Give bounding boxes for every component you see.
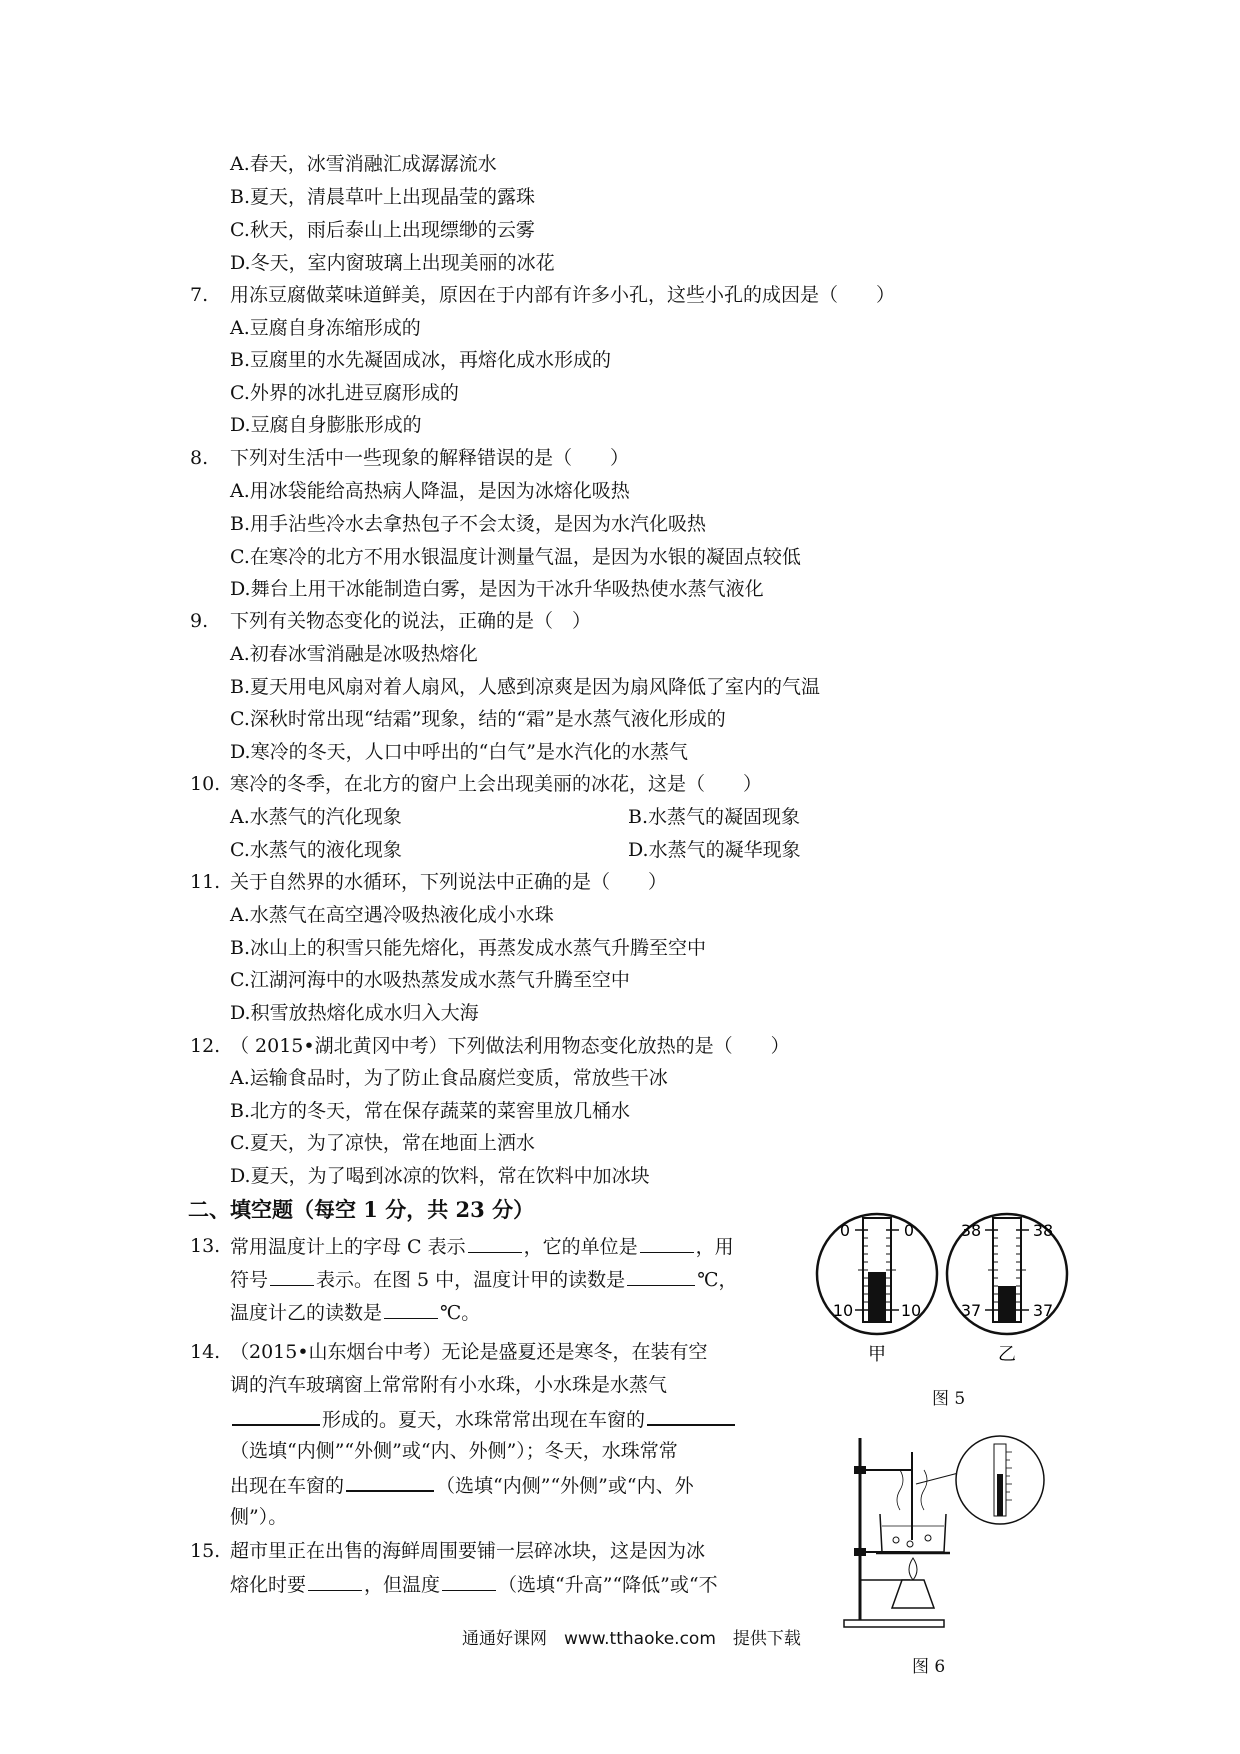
q11-option-a: A.水蒸气在高空遇冷吸热液化成小水珠: [230, 904, 554, 926]
q11-number: 11.: [190, 871, 221, 893]
q13-text: ，它的单位是: [523, 1236, 638, 1258]
figure-6-caption: 图 6: [912, 1657, 946, 1677]
q12-option-a: A.运输食品时，为了防止食品腐烂变质，常放些干冰: [230, 1067, 668, 1089]
figure-5-thermometers: [815, 1210, 1075, 1370]
thermometer-yi-top-label-right: 38: [1032, 1221, 1054, 1240]
q14-line-6: 侧”）。: [230, 1506, 288, 1528]
q14-line-1: （2015•山东烟台中考）无论是盛夏还是寒冬，在装有空: [230, 1341, 708, 1363]
q13-text: 温度计乙的读数是: [230, 1302, 383, 1324]
q14-line-4: （选填“内侧”“外侧”或“内、外侧”）；冬天，水珠常常: [230, 1440, 678, 1462]
q7-option-d: D.豆腐自身膨胀形成的: [230, 414, 422, 436]
q15-line-1: 超市里正在出售的海鲜周围要铺一层碎冰块，这是因为冰: [230, 1540, 706, 1562]
q15-text: ，但温度: [364, 1574, 441, 1596]
q15-number: 15.: [190, 1540, 221, 1562]
q6-option-a: A.春天，冰雪消融汇成潺潺流水: [230, 153, 497, 175]
q14-line-2: 调的汽车玻璃窗上常常附有小水珠，小水珠是水蒸气: [230, 1374, 668, 1396]
q8-option-d: D.舞台上用干冰能制造白雾，是因为干冰升华吸热使水蒸气液化: [230, 578, 764, 600]
q13-line-3: [230, 1298, 480, 1327]
q14-text: 形成的。夏天，水珠常常出现在车窗的: [322, 1409, 646, 1431]
q14-line-5: [230, 1470, 694, 1500]
q9-stem: 下列有关物态变化的说法，正确的是（ ）: [230, 610, 592, 632]
thermometer-jia: [817, 1214, 937, 1365]
q12-stem: （ 2015•湖北黄冈中考）下列做法利用物态变化放热的是（ ）: [230, 1035, 790, 1057]
q8-option-c: C.在寒冷的北方不用水银温度计测量气温，是因为水银的凝固点较低: [230, 546, 801, 568]
section-heading-fill-in: 二、填空题（每空 1 分，共 23 分）: [188, 1197, 535, 1222]
q14-number: 14.: [190, 1341, 221, 1363]
q10-option-d: D.水蒸气的凝华现象: [628, 839, 801, 861]
q15-text: 熔化时要: [230, 1574, 307, 1596]
q13-text: ℃，: [697, 1269, 738, 1291]
q13-text: 常用温度计上的字母 C 表示: [230, 1236, 466, 1258]
q9-option-c: C.深秋时常出现“结霜”现象，结的“霜”是水蒸气液化形成的: [230, 708, 726, 730]
thermometer-jia-top-label: 0: [839, 1221, 851, 1240]
q13-line-1: [230, 1232, 734, 1261]
q9-number: 9.: [190, 610, 209, 632]
q10-option-b: B.水蒸气的凝固现象: [628, 806, 801, 828]
answer-blank[interactable]: [627, 1265, 695, 1286]
answer-blank[interactable]: [468, 1232, 522, 1253]
q7-number: 7.: [190, 284, 209, 306]
figure-5-caption: 图 5: [932, 1389, 966, 1409]
answer-blank[interactable]: [640, 1232, 694, 1253]
q7-option-b: B.豆腐里的水先凝固成冰，再熔化成水形成的: [230, 349, 612, 371]
q12-option-d: D.夏天，为了喝到冰凉的饮料，常在饮料中加冰块: [230, 1165, 650, 1187]
q9-option-b: B.夏天用电风扇对着人扇风，人感到凉爽是因为扇风降低了室内的气温: [230, 676, 821, 698]
q10-number: 10.: [190, 773, 221, 795]
thermometer-yi-name: 乙: [998, 1344, 1016, 1365]
q9-option-a: A.初春冰雪消融是冰吸热熔化: [230, 643, 478, 665]
q6-option-c: C.秋天，雨后泰山上出现缥缈的云雾: [230, 219, 535, 241]
thermometer-yi-bottom-label: 37: [960, 1301, 982, 1320]
q10-option-c: C.水蒸气的液化现象: [230, 839, 402, 861]
q12-option-c: C.夏天，为了凉快，常在地面上洒水: [230, 1132, 535, 1154]
q10-option-a: A.水蒸气的汽化现象: [230, 806, 402, 828]
q7-option-a: A.豆腐自身冻缩形成的: [230, 317, 421, 339]
q6-option-d: D.冬天，室内窗玻璃上出现美丽的冰花: [230, 252, 555, 274]
q15-line-2: [230, 1570, 718, 1599]
q10-stem: 寒冷的冬季，在北方的窗户上会出现美丽的冰花，这是（ ）: [230, 773, 763, 795]
q13-number: 13.: [190, 1235, 221, 1257]
answer-blank[interactable]: [647, 1404, 735, 1426]
q13-text: 符号: [230, 1269, 269, 1291]
q14-text: （选填“内侧”“外侧”或“内、外: [436, 1475, 694, 1497]
thermometer-jia-name: 甲: [868, 1344, 886, 1365]
thermometer-jia-bottom-label-right: 10: [900, 1301, 922, 1320]
figure-6-apparatus: [840, 1430, 1080, 1640]
q8-number: 8.: [190, 447, 209, 469]
thermometer-yi: [947, 1214, 1067, 1365]
q11-option-d: D.积雪放热熔化成水归入大海: [230, 1002, 479, 1024]
q8-stem: 下列对生活中一些现象的解释错误的是（ ）: [230, 447, 630, 469]
q13-text: 表示。在图 5 中，温度计甲的读数是: [316, 1269, 626, 1291]
answer-blank[interactable]: [270, 1265, 314, 1286]
q12-option-b: B.北方的冬天，常在保存蔬菜的菜窖里放几桶水: [230, 1100, 631, 1122]
thermometer-jia-bottom-label: 10: [832, 1301, 854, 1320]
answer-blank[interactable]: [232, 1404, 320, 1426]
thermometer-yi-top-label: 38: [960, 1221, 982, 1240]
q11-stem: 关于自然界的水循环，下列说法中正确的是（ ）: [230, 871, 668, 893]
q13-text: ℃。: [440, 1302, 481, 1324]
answer-blank[interactable]: [308, 1570, 362, 1591]
q14-line-3: [230, 1404, 737, 1434]
thermometer-yi-bottom-label-right: 37: [1032, 1301, 1054, 1320]
q7-stem: 用冻豆腐做菜味道鲜美，原因在于内部有许多小孔，这些小孔的成因是（ ）: [230, 284, 896, 306]
q14-text: 出现在车窗的: [230, 1475, 345, 1497]
answer-blank[interactable]: [384, 1298, 438, 1319]
q13-line-2: [230, 1265, 737, 1294]
q6-option-b: B.夏天，清晨草叶上出现晶莹的露珠: [230, 186, 536, 208]
q15-text: （选填“升高”“降低”或“不: [498, 1574, 718, 1596]
q11-option-b: B.冰山上的积雪只能先熔化，再蒸发成水蒸气升腾至空中: [230, 937, 707, 959]
thermometer-jia-top-label-right: 0: [903, 1221, 915, 1240]
page-footer: 通通好课网 www.tthaoke.com 提供下载: [462, 1629, 801, 1649]
q9-option-d: D.寒冷的冬天，人口中呼出的“白气”是水汽化的水蒸气: [230, 741, 689, 763]
q11-option-c: C.江湖河海中的水吸热蒸发成水蒸气升腾至空中: [230, 969, 630, 991]
q13-text: ，用: [695, 1236, 734, 1258]
q8-option-b: B.用手沾些冷水去拿热包子不会太烫，是因为水汽化吸热: [230, 513, 707, 535]
answer-blank[interactable]: [442, 1570, 496, 1591]
answer-blank[interactable]: [346, 1470, 434, 1492]
q8-option-a: A.用冰袋能给高热病人降温，是因为冰熔化吸热: [230, 480, 630, 502]
q12-number: 12.: [190, 1035, 221, 1057]
q7-option-c: C.外界的冰扎进豆腐形成的: [230, 382, 459, 404]
